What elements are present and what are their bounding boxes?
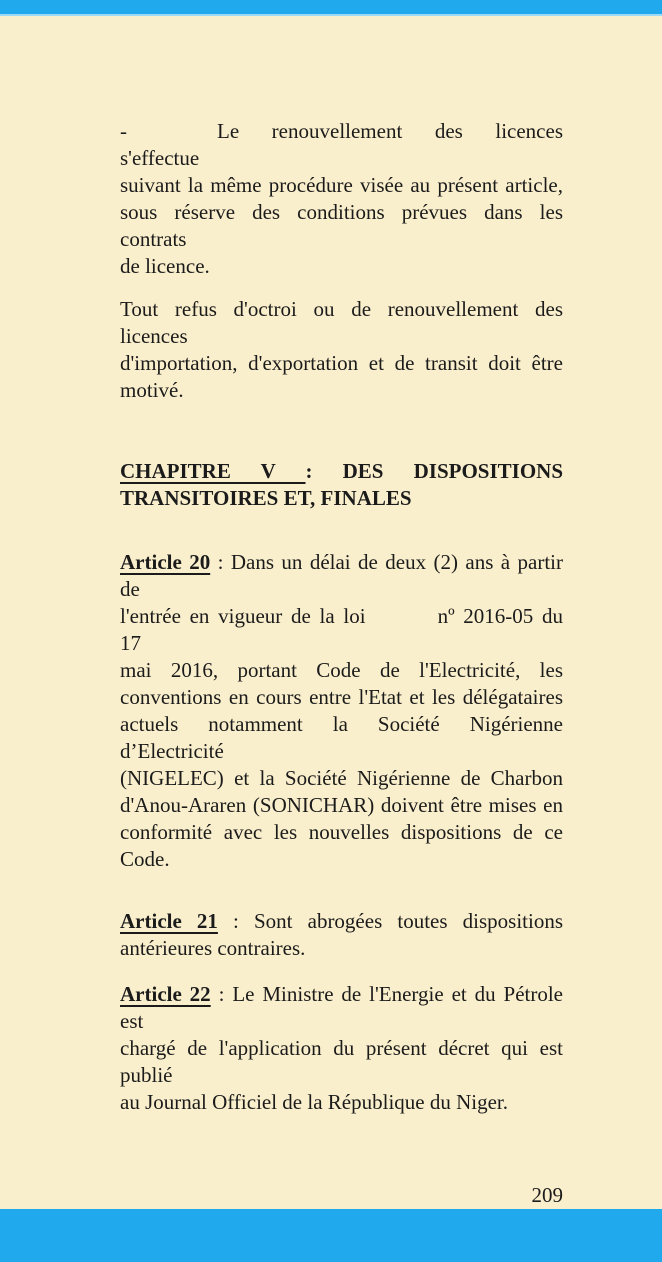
text-line: [120, 792, 563, 819]
text-segment: au Journal Officiel de la République du Niger.: [120, 1090, 509, 1114]
text-segment: -: [120, 119, 127, 143]
text-column: [120, 118, 563, 1116]
text-segment: suivant la même procédure visée au présent article,: [120, 173, 563, 197]
page-number: 209: [531, 1183, 563, 1207]
bold-underlined-label: CHAPITRE V: [120, 459, 306, 483]
article-22: [120, 981, 563, 1116]
text-segment: d'Anou-Araren (SONICHAR) doivent être mises en: [120, 793, 563, 817]
chapter-v-heading: [120, 458, 563, 512]
text-segment: l'entrée en vigueur de la loi: [120, 604, 366, 628]
text-segment: chargé de l'application du présent décret qui est publié: [120, 1036, 563, 1087]
text-line: [120, 908, 563, 935]
text-segment: TRANSITOIRES ET, FINALES: [120, 486, 412, 510]
bold-underlined-label: Article 21: [120, 909, 218, 933]
text-line: [120, 296, 563, 350]
bold-underlined-label: Article 22: [120, 982, 211, 1006]
text-line: [120, 603, 563, 657]
text-line: [120, 253, 563, 280]
text-segment: Le renouvellement des licences s'effectue: [120, 119, 563, 170]
top-blue-bar: [0, 0, 662, 16]
text-line: [120, 981, 563, 1035]
text-line: [120, 657, 563, 684]
text-line: [120, 485, 563, 512]
text-segment: motivé.: [120, 378, 184, 402]
text-line: [120, 549, 563, 603]
text-line: [120, 1089, 563, 1116]
text-segment: : DES DISPOSITIONS: [305, 459, 563, 483]
tab-gap: [366, 622, 438, 623]
text-segment: nº 2016-05 du 17: [120, 604, 563, 655]
text-segment: (NIGELEC) et la Société Nigérienne de Charbon: [120, 766, 563, 790]
paper-background: [0, 16, 662, 1209]
bold-underlined-label: Article 20: [120, 550, 211, 574]
text-segment: : Dans un délai de deux (2) ans à partir de: [120, 550, 563, 601]
text-line: [120, 1035, 563, 1089]
text-segment: : Sont abrogées toutes dispositions: [217, 909, 564, 933]
text-segment: : Le Ministre de l'Energie et du Pétrole est: [120, 982, 563, 1033]
text-segment: conformité avec les nouvelles dispositions de ce Code.: [120, 820, 563, 871]
text-line: [120, 199, 563, 253]
text-segment: actuels notamment la Société Nigérienne d’Electricité: [120, 712, 563, 763]
text-line: [120, 711, 563, 765]
text-line: [120, 377, 563, 404]
text-line: [120, 935, 563, 962]
tab-gap: [127, 137, 217, 138]
text-segment: conventions en cours entre l'Etat et les délégataires: [120, 685, 563, 709]
text-line: [120, 765, 563, 792]
text-segment: mai 2016, portant Code de l'Electricité, les: [120, 658, 563, 682]
text-segment: sous réserve des conditions prévues dans les contrats: [120, 200, 563, 251]
text-line: [120, 172, 563, 199]
text-segment: de licence.: [120, 254, 210, 278]
text-segment: d'importation, d'exportation et de transit doit être: [120, 351, 563, 375]
text-line: [120, 684, 563, 711]
text-segment: antérieures contraires.: [120, 936, 306, 960]
article-20: [120, 549, 563, 873]
bottom-blue-bar: [0, 1209, 662, 1262]
paragraph-license-renewal: [120, 118, 563, 280]
text-line: [120, 350, 563, 377]
text-line: [120, 819, 563, 873]
text-line: [120, 118, 563, 172]
text-segment: Tout refus d'octroi ou de renouvellement des licences: [120, 297, 563, 348]
text-line: [120, 458, 563, 485]
article-21: [120, 908, 563, 962]
paragraph-refusal-motivation: [120, 296, 563, 404]
